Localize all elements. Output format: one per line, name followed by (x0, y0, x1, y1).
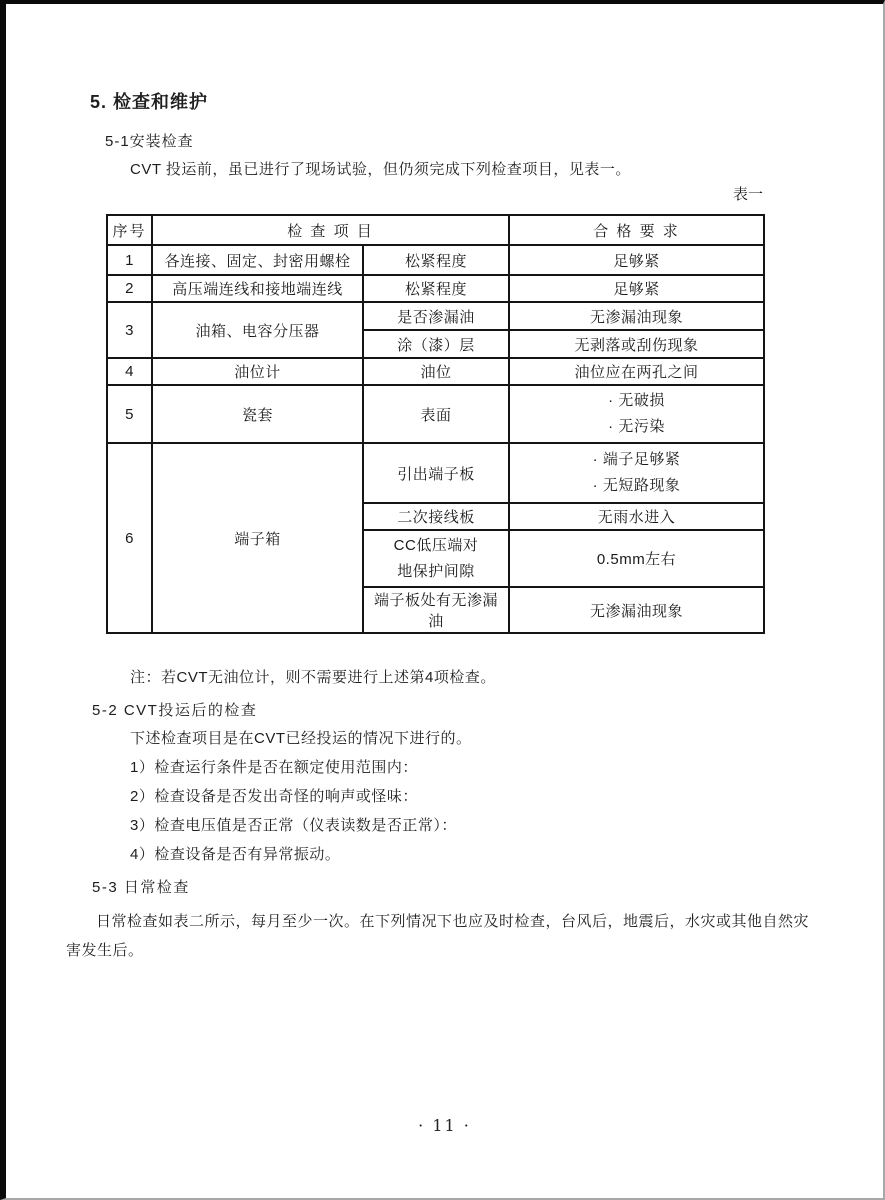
cell-no: 2 (107, 275, 152, 302)
cell-subitem: 油位 (363, 358, 509, 385)
header-cell-requirement: 合 格 要 求 (509, 215, 764, 245)
cell-requirement: 无雨水进入 (509, 503, 764, 530)
install-intro-paragraph: CVT 投运前，虽已进行了现场试验，但仍须完成下列检查项目，见表一。 (130, 161, 631, 178)
checklist-item-1: 1）检查运行条件是否在额定使用范围内： (130, 759, 418, 776)
checklist-item-2: 2）检查设备是否发出奇怪的响声或怪味： (130, 788, 418, 805)
subitem-line: CC低压端对 (393, 536, 479, 554)
cell-no: 6 (107, 443, 152, 633)
cell-subitem: 涂（漆）层 (363, 330, 509, 358)
cell-subitem: 松紧程度 (363, 245, 509, 275)
subsection-daily-heading: 5-3 日常检查 (92, 879, 190, 896)
table-row (107, 443, 764, 503)
cell-subitem (363, 530, 509, 587)
cell-requirement: 0.5mm左右 (509, 530, 764, 587)
cell-requirement: 无渗漏油现象 (509, 587, 764, 633)
page-number: · 11 · (418, 1116, 471, 1135)
subitem-line: 地保护间隙 (397, 562, 475, 580)
cell-no: 1 (107, 245, 152, 275)
header-cell-item: 检 查 项 目 (152, 215, 509, 245)
inspection-table (106, 214, 765, 634)
daily-inspection-paragraph: 日常检查如表二所示，每月至少一次。在下列情况下也应及时检查，台风后，地震后，水灾或其他自然灾害发生后。 (66, 913, 810, 959)
cell-item: 油箱、电容分压器 (152, 302, 363, 358)
cell-requirement: 油位应在两孔之间 (509, 358, 764, 385)
cell-requirement: 足够紧 (509, 275, 764, 302)
table-one-label: 表一 (732, 186, 763, 203)
table-header-row (107, 215, 764, 245)
subsection-after-heading: 5-2 CVT投运后的检查 (92, 702, 258, 719)
after-intro-paragraph: 下述检查项目是在CVT已经投运的情况下进行的。 (130, 730, 472, 747)
cell-subitem: 松紧程度 (363, 275, 509, 302)
table-row (107, 302, 764, 330)
cell-subitem: 端子板处有无渗漏油 (363, 587, 509, 633)
section-title: 5. 检查和维护 (90, 92, 209, 112)
cell-no: 5 (107, 385, 152, 443)
checklist-item-3: 3）检查电压值是否正常（仪表读数是否正常）： (130, 817, 457, 834)
cell-item: 油位计 (152, 358, 363, 385)
subsection-install-heading: 5-1安装检查 (105, 133, 194, 150)
checklist-item-4: 4）检查设备是否有异常振动。 (130, 846, 341, 863)
cell-requirement: 无剥落或刮伤现象 (509, 330, 764, 358)
cell-requirement (509, 443, 764, 503)
requirement-line: · 无短路现象 (592, 477, 681, 494)
header-cell-no: 序号 (107, 215, 152, 245)
cell-item: 各连接、固定、封密用螺栓 (152, 245, 363, 275)
cell-item: 高压端连线和接地端连线 (152, 275, 363, 302)
cell-subitem: 引出端子板 (363, 443, 509, 503)
table-row (107, 275, 764, 302)
table-row (107, 358, 764, 385)
cell-no: 3 (107, 302, 152, 358)
cell-subitem: 是否渗漏油 (363, 302, 509, 330)
cell-subitem: 表面 (363, 385, 509, 443)
requirement-line: · 无污染 (608, 418, 665, 435)
cell-requirement (509, 385, 764, 443)
cell-requirement: 足够紧 (509, 245, 764, 275)
cell-subitem: 二次接线板 (363, 503, 509, 530)
table-row (107, 245, 764, 275)
requirement-line: · 端子足够紧 (592, 451, 681, 468)
cell-item: 端子箱 (152, 443, 363, 633)
cell-item: 瓷套 (152, 385, 363, 443)
cell-requirement: 无渗漏油现象 (509, 302, 764, 330)
requirement-line: · 无破损 (608, 392, 665, 409)
table-footnote: 注：若CVT无油位计，则不需要进行上述第4项检查。 (130, 669, 496, 686)
cell-no: 4 (107, 358, 152, 385)
table-row (107, 385, 764, 443)
